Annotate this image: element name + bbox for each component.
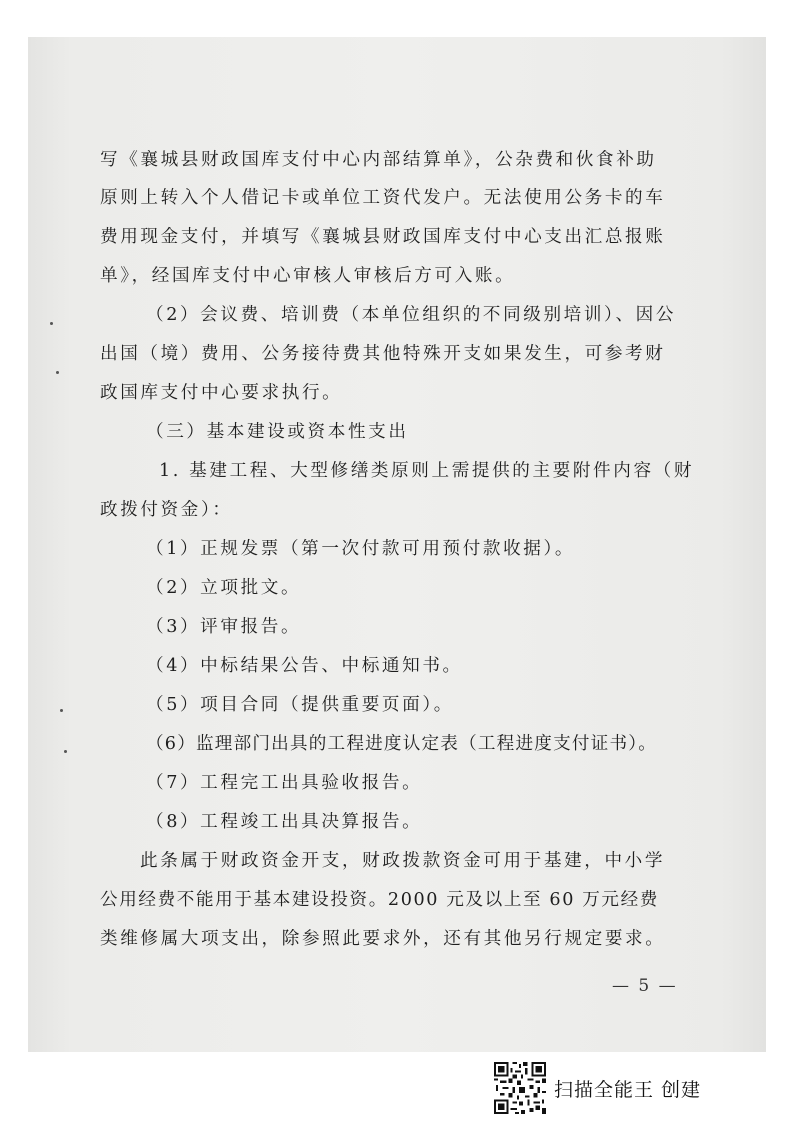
text-line: 公用经费不能用于基本建设投资。2000 元及以上至 60 万元经费 — [100, 890, 659, 910]
text-line: 出国（境）费用、公务接待费其他特殊开支如果发生，可参考财 — [100, 344, 666, 364]
text-line: 写《襄城县财政国库支付中心内部结算单》，公杂费和伙食补助 — [100, 150, 657, 170]
text-line: 费用现金支付，并填写《襄城县财政国库支付中心支出汇总报账 — [100, 227, 666, 247]
list-item: （6）监理部门出具的工程进度认定表（工程进度支付证书）。 — [146, 734, 658, 754]
list-item: （8）工程竣工出具决算报告。 — [146, 812, 423, 832]
list-item: （5）项目合同（提供重要页面）。 — [146, 695, 454, 715]
text-line: 单》，经国库支付中心审核人审核后方可入账。 — [100, 266, 516, 286]
list-item: （3）评审报告。 — [146, 617, 302, 637]
text-line: 此条属于财政资金开支，财政拨款资金可用于基建，中小学 — [140, 851, 666, 871]
text-line: 1. 基建工程、大型修缮类原则上需提供的主要附件内容（财 — [159, 461, 695, 481]
text-line: （2）会议费、培训费（本单位组织的不同级别培训）、因公 — [146, 305, 677, 325]
scan-speck — [60, 709, 63, 712]
list-item: （4）中标结果公告、中标通知书。 — [146, 656, 463, 676]
scanner-app-text: 扫描全能王 创建 — [554, 1078, 702, 1101]
section-heading: （三）基本建设或资本性支出 — [146, 422, 409, 442]
text-line: 政拨付资金）： — [100, 500, 233, 520]
scan-speck — [50, 322, 53, 325]
scan-speck — [56, 371, 59, 374]
scan-speck — [64, 750, 67, 753]
page-number: — 5 — — [612, 976, 678, 996]
list-item: （7）工程完工出具验收报告。 — [146, 773, 423, 793]
text-line: 原则上转入个人借记卡或单位工资代发户。无法使用公务卡的车 — [100, 188, 666, 208]
text-line: 类维修属大项支出，除参照此要求外，还有其他另行规定要求。 — [100, 929, 666, 949]
list-item: （2）立项批文。 — [146, 578, 302, 598]
text-line: 政国库支付中心要求执行。 — [100, 383, 343, 403]
list-item: （1）正规发票（第一次付款可用预付款收据）。 — [146, 539, 576, 559]
scanner-watermark — [494, 1062, 701, 1114]
qr-code-icon — [494, 1062, 546, 1114]
